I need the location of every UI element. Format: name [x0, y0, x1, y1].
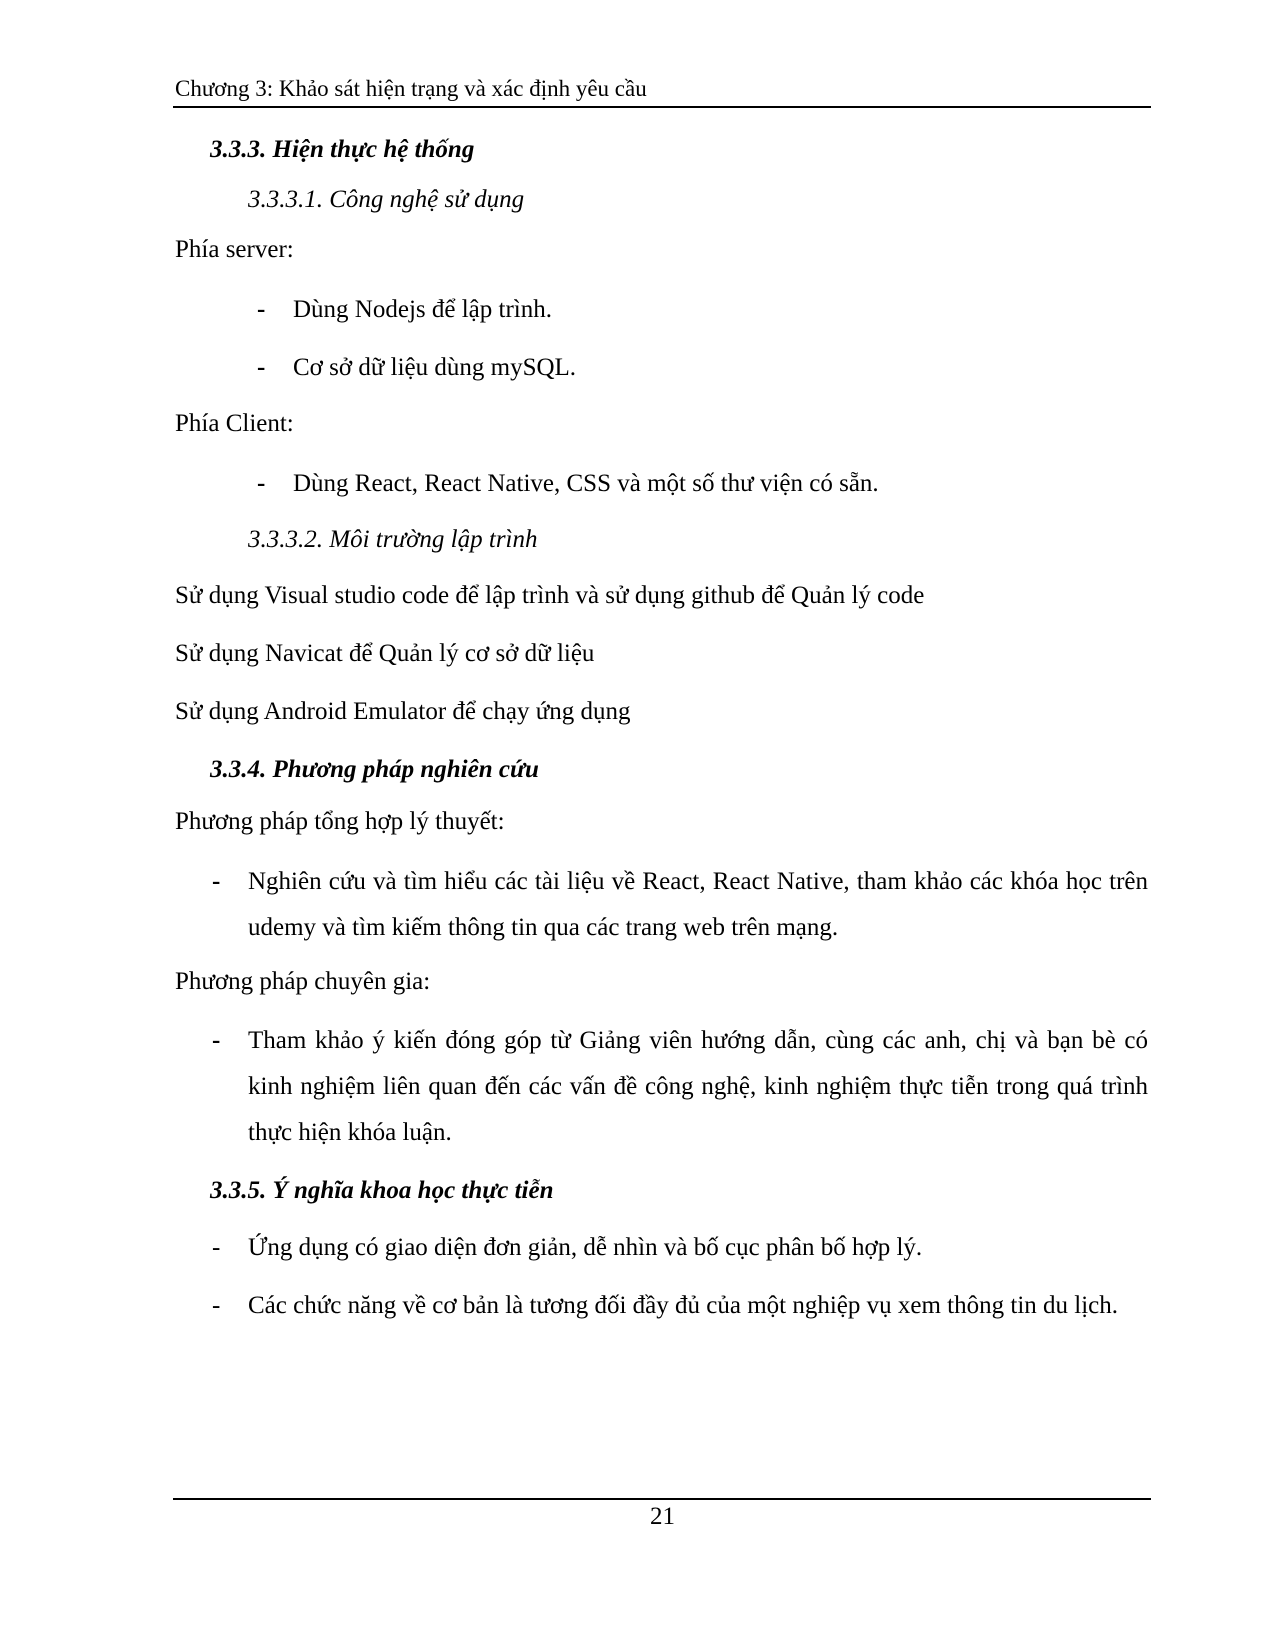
- environment-line: Sử dụng Navicat để Quản lý cơ sở dữ liệu: [175, 640, 595, 667]
- theory-method-label: Phương pháp tổng hợp lý thuyết:: [175, 808, 505, 835]
- significance-item: Ứng dụng có giao diện đơn giản, dễ nhìn và bố cục phân bố hợp lý.: [248, 1234, 923, 1261]
- client-item: Dùng React, React Native, CSS và một số thư viện có sẵn.: [293, 470, 879, 497]
- bullet-dash: -: [257, 354, 266, 381]
- expert-method-label: Phương pháp chuyên gia:: [175, 968, 431, 995]
- server-item: Cơ sở dữ liệu dùng mySQL.: [293, 354, 577, 381]
- heading-3-3-5: 3.3.5. Ý nghĩa khoa học thực tiễn: [210, 1177, 554, 1204]
- header-rule: [173, 106, 1151, 108]
- bullet-dash: -: [257, 296, 266, 323]
- bullet-dash: -: [212, 1234, 221, 1261]
- client-label: Phía Client:: [175, 410, 294, 437]
- theory-method-item: Nghiên cứu và tìm hiểu các tài liệu về React, React Native, tham khảo các khóa học trên udemy và tìm kiếm thông tin qua các trang web trên mạng.: [248, 868, 1148, 941]
- bullet-dash: -: [257, 470, 266, 497]
- running-header: Chương 3: Khảo sát hiện trạng và xác định yêu cầu: [175, 76, 647, 101]
- heading-3-3-4: 3.3.4. Phương pháp nghiên cứu: [210, 756, 539, 783]
- environment-line: Sử dụng Android Emulator để chạy ứng dụng: [175, 698, 631, 725]
- significance-item: Các chức năng về cơ bản là tương đối đầy đủ của một nghiệp vụ xem thông tin du lịch.: [248, 1292, 1119, 1319]
- server-label: Phía server:: [175, 236, 294, 263]
- bullet-dash: -: [212, 1027, 221, 1054]
- heading-3-3-3-1: 3.3.3.1. Công nghệ sử dụng: [248, 186, 525, 213]
- server-item: Dùng Nodejs để lập trình.: [293, 296, 552, 323]
- bullet-dash: -: [212, 868, 221, 895]
- heading-3-3-3: 3.3.3. Hiện thực hệ thống: [210, 136, 475, 163]
- expert-method-item: Tham khảo ý kiến đóng góp từ Giảng viên hướng dẫn, cùng các anh, chị và bạn bè có kinh nghiệm liên quan đến các vấn đề công nghệ, kinh nghiệm thực tiễn trong quá trình thực hiện khóa luận.: [248, 1027, 1148, 1146]
- page-number: 21: [650, 1503, 675, 1530]
- heading-3-3-3-2: 3.3.3.2. Môi trường lập trình: [248, 526, 538, 553]
- environment-line: Sử dụng Visual studio code để lập trình và sử dụng github để Quản lý code: [175, 582, 925, 609]
- footer-rule: [173, 1498, 1151, 1500]
- bullet-dash: -: [212, 1292, 221, 1319]
